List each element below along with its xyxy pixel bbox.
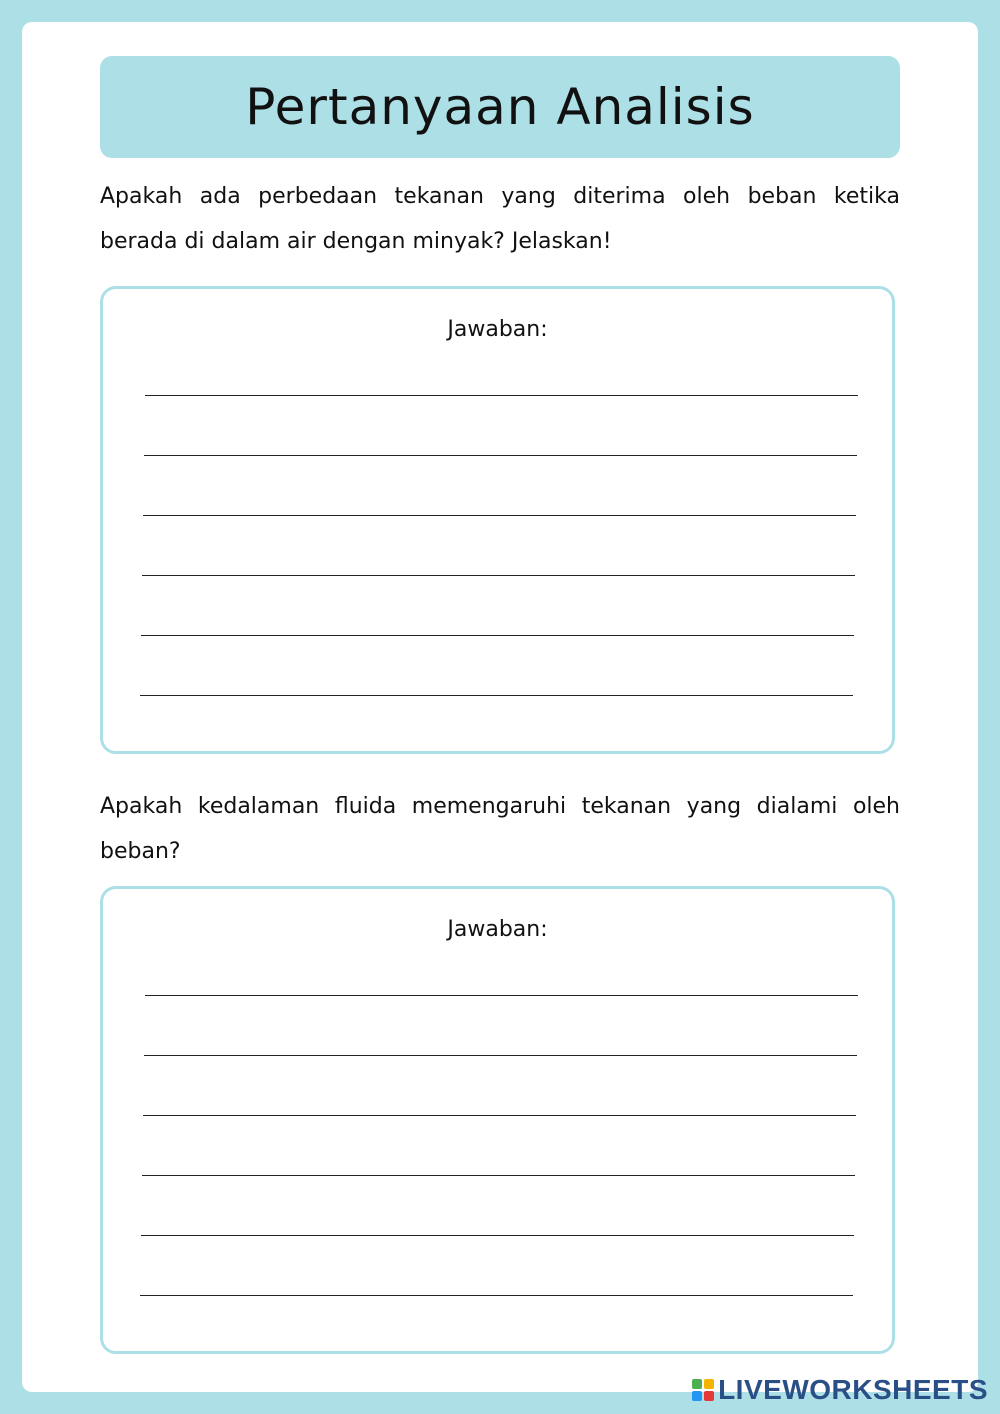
answer-line[interactable]	[145, 395, 858, 396]
answer-box-2[interactable]	[100, 886, 895, 1354]
answer-line[interactable]	[143, 1115, 856, 1116]
answer-line[interactable]	[144, 1055, 857, 1056]
page-title: Pertanyaan Analisis	[245, 78, 755, 136]
answer-line[interactable]	[142, 1175, 855, 1176]
logo-text: LIVEWORKSHEETS	[718, 1374, 988, 1405]
answer-box-1[interactable]	[100, 286, 895, 754]
answer-line[interactable]	[141, 1235, 854, 1236]
answer-line[interactable]	[142, 575, 855, 576]
liveworksheets-logo	[692, 1374, 988, 1406]
answer-line[interactable]	[140, 1295, 853, 1296]
answer-label: Jawaban:	[447, 917, 548, 942]
answer-line[interactable]	[145, 995, 858, 996]
answer-line[interactable]	[143, 515, 856, 516]
question-2: Apakah kedalaman fluida memengaruhi tekanan yang dialami oleh beban?	[100, 794, 900, 864]
liveworksheets-logo-icon	[692, 1379, 714, 1401]
answer-line[interactable]	[140, 695, 853, 696]
question-1: Apakah ada perbedaan tekanan yang diterima oleh beban ketika berada di dalam air dengan minyak? Jelaskan!	[100, 184, 900, 254]
answer-label: Jawaban:	[447, 317, 548, 342]
answer-line[interactable]	[141, 635, 854, 636]
answer-line[interactable]	[144, 455, 857, 456]
title-banner	[100, 56, 900, 158]
